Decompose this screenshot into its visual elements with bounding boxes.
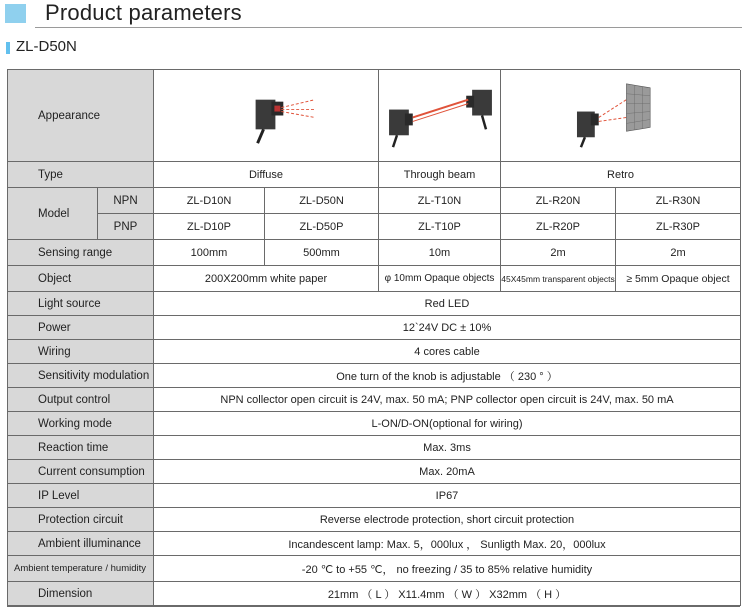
sensing-range-value: 2m: [501, 240, 616, 266]
light-source-label: Light source: [8, 292, 154, 316]
appearance-label: Appearance: [8, 70, 154, 162]
diffuse-sensor-icon: [154, 70, 378, 161]
output-control-value: NPN collector open circuit is 24V, max. 50 mA; PNP collector open circuit is 24V, max. 50 mA: [154, 388, 741, 412]
header-divider: [35, 27, 742, 28]
protection-circuit-value: Reverse electrode protection, short circuit protection: [154, 508, 741, 532]
sensitivity-value: One turn of the knob is adjustable （ 230 ° ）: [154, 364, 741, 388]
working-mode-value: L-ON/D-ON(optional for wiring): [154, 412, 741, 436]
light-source-value: Red LED: [154, 292, 741, 316]
reaction-time-label: Reaction time: [8, 436, 154, 460]
diffuse-sensor-image: [154, 70, 379, 162]
dimension-value: 21mm （ L ） X11.4mm （ W ） X32mm （ H ）: [154, 582, 741, 606]
ambient-temperature-label: Ambient temperature / humidity: [8, 556, 154, 582]
through-beam-sensor-icon: [379, 70, 500, 161]
sensitivity-label: Sensitivity modulation: [8, 364, 154, 388]
wiring-value: 4 cores cable: [154, 340, 741, 364]
npn-model: ZL-D10N: [154, 188, 265, 214]
current-consumption-value: Max. 20mA: [154, 460, 741, 484]
sensing-range-value: 100mm: [154, 240, 265, 266]
ip-level-label: IP Level: [8, 484, 154, 508]
type-through-beam: Through beam: [379, 162, 501, 188]
dimension-label: Dimension: [8, 582, 154, 606]
model-label: Model: [8, 188, 98, 240]
type-label: Type: [8, 162, 154, 188]
object-value: 45X45mm transparent objects: [501, 266, 616, 292]
object-value: 200X200mm white paper: [154, 266, 379, 292]
pnp-model: ZL-R30P: [616, 214, 741, 240]
ambient-illuminance-value: Incandescent lamp: Max. 5，000lux ， Sunligth Max. 20，000lux: [154, 532, 741, 556]
power-value: 12`24V DC ± 10%: [154, 316, 741, 340]
working-mode-label: Working mode: [8, 412, 154, 436]
page-title: Product parameters: [45, 0, 242, 25]
retro-sensor-icon: [501, 70, 740, 161]
npn-model: ZL-D50N: [265, 188, 379, 214]
power-label: Power: [8, 316, 154, 340]
pnp-model: ZL-T10P: [379, 214, 501, 240]
type-retro: Retro: [501, 162, 741, 188]
pnp-model: ZL-R20P: [501, 214, 616, 240]
object-value: φ 10mm Opaque objects: [379, 266, 501, 292]
npn-model: ZL-R20N: [501, 188, 616, 214]
wiring-label: Wiring: [8, 340, 154, 364]
pnp-model: ZL-D50P: [265, 214, 379, 240]
object-value: ≥ 5mm Opaque object: [616, 266, 741, 292]
npn-label: NPN: [98, 188, 154, 214]
pnp-model: ZL-D10P: [154, 214, 265, 240]
output-control-label: Output control: [8, 388, 154, 412]
sensing-range-value: 10m: [379, 240, 501, 266]
type-diffuse: Diffuse: [154, 162, 379, 188]
model-accent-bar: [6, 42, 10, 54]
npn-model: ZL-T10N: [379, 188, 501, 214]
through-beam-sensor-image: [379, 70, 501, 162]
sensing-range-value: 2m: [616, 240, 741, 266]
sensing-range-label: Sensing range: [8, 240, 154, 266]
model-title: ZL-D50N: [16, 38, 77, 55]
retro-sensor-image: [501, 70, 741, 162]
spec-table: [7, 69, 740, 607]
header-accent-box: [5, 4, 26, 23]
pnp-label: PNP: [98, 214, 154, 240]
ip-level-value: IP67: [154, 484, 741, 508]
sensing-range-value: 500mm: [265, 240, 379, 266]
ambient-temperature-value: -20 ℃ to +55 ℃， no freezing / 35 to 85% relative humidity: [154, 556, 741, 582]
current-consumption-label: Current consumption: [8, 460, 154, 484]
object-label: Object: [8, 266, 154, 292]
ambient-illuminance-label: Ambient illuminance: [8, 532, 154, 556]
reaction-time-value: Max. 3ms: [154, 436, 741, 460]
protection-circuit-label: Protection circuit: [8, 508, 154, 532]
npn-model: ZL-R30N: [616, 188, 741, 214]
